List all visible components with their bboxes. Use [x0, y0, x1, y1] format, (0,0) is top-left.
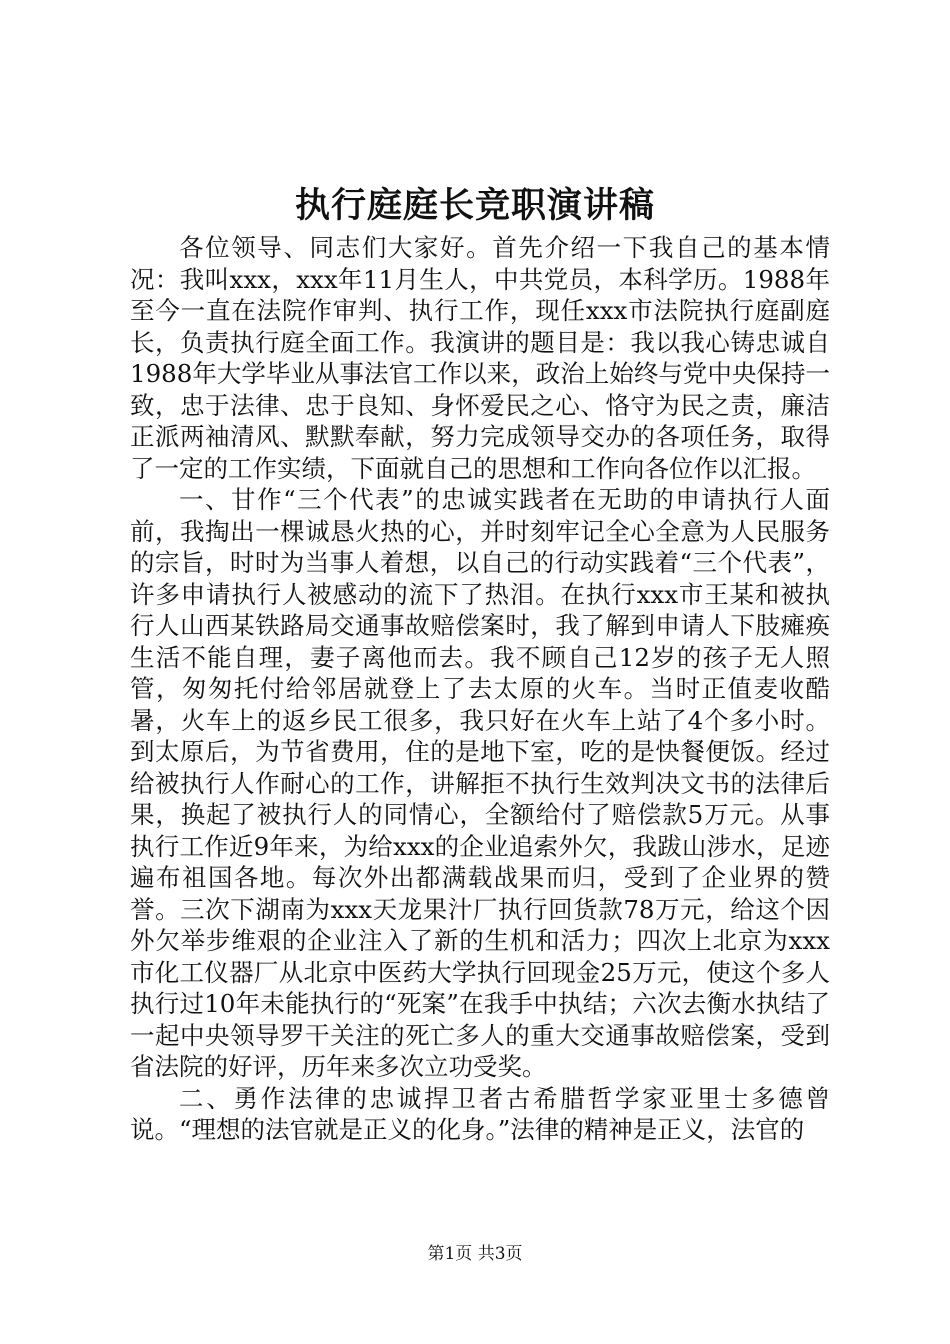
page-number: 第1页 共3页 [427, 1244, 523, 1264]
paragraph-section-two: 二、勇作法律的忠诚捍卫者古希腊哲学家亚里士多德曾说。“理想的法官就是正义的化身。”法律的精神是正义，法官的 [130, 1083, 830, 1144]
paragraph-intro: 各位领导、同志们大家好。首先介绍一下我自己的基本情况：我叫xxx，xxx年11月生人，中共党员，本科学历。1988年至今一直在法院作审判、执行工作，现任xxx市法院执行庭副庭长，负责执行庭全面工作。我演讲的题目是：我以我心铸忠诚自1988年大学毕业从事法官工作以来，政治上始终与党中央保持一致，忠于法律、忠于良知、身怀爱民之心、恪守为民之责，廉洁正派两袖清风、默默奉献，努力完成领导交办的各项任务，取得了一定的工作实绩，下面就自己的思想和工作向各位作以汇报。 [130, 233, 830, 483]
paragraph-section-one: 一、甘作“三个代表”的忠诚实践者在无助的申请执行人面前，我掏出一棵诚恳火热的心，并时刻牢记全心全意为人民服务的宗旨，时时为当事人着想，以自己的行动实践着“三个代表”，许多申请执行人被感动的流下了热泪。在执行xxx市王某和被执行人山西某铁路局交通事故赔偿案时，我了解到申请人下肢瘫痪生活不能自理，妻子离他而去。我不顾自己12岁的孩子无人照管，匆匆托付给邻居就登上了去太原的火车。当时正值麦收酷暑，火车上的返乡民工很多，我只好在火车上站了4个多小时。到太原后，为节省费用，住的是地下室，吃的是快餐便饭。经过给被执行人作耐心的工作，讲解拒不执行生效判决文书的法律后果，换起了被执行人的同情心，全额给付了赔偿款5万元。从事执行工作近9年来，为给xxx的企业追索外欠，我跋山涉水，足迹遍布祖国各地。每次外出都满载战果而归，受到了企业界的赞誉。三次下湖南为xxx天龙果汁厂执行回货款78万元，给这个因外欠举步维艰的企业注入了新的生机和活力；四次上北京为xxx市化工仪器厂从北京中医药大学执行回现金25万元，使这个多人执行过10年未能执行的“死案”在我手中执结；六次去衡水执结了一起中央领导罗干关注的死亡多人的重大交通事故赔偿案，受到省法院的好评，历年来多次立功受奖。 [130, 485, 830, 1081]
document-title: 执行庭庭长竞职演讲稿 [294, 185, 655, 226]
page-footer [0, 1242, 950, 1266]
document-body [130, 232, 830, 1146]
